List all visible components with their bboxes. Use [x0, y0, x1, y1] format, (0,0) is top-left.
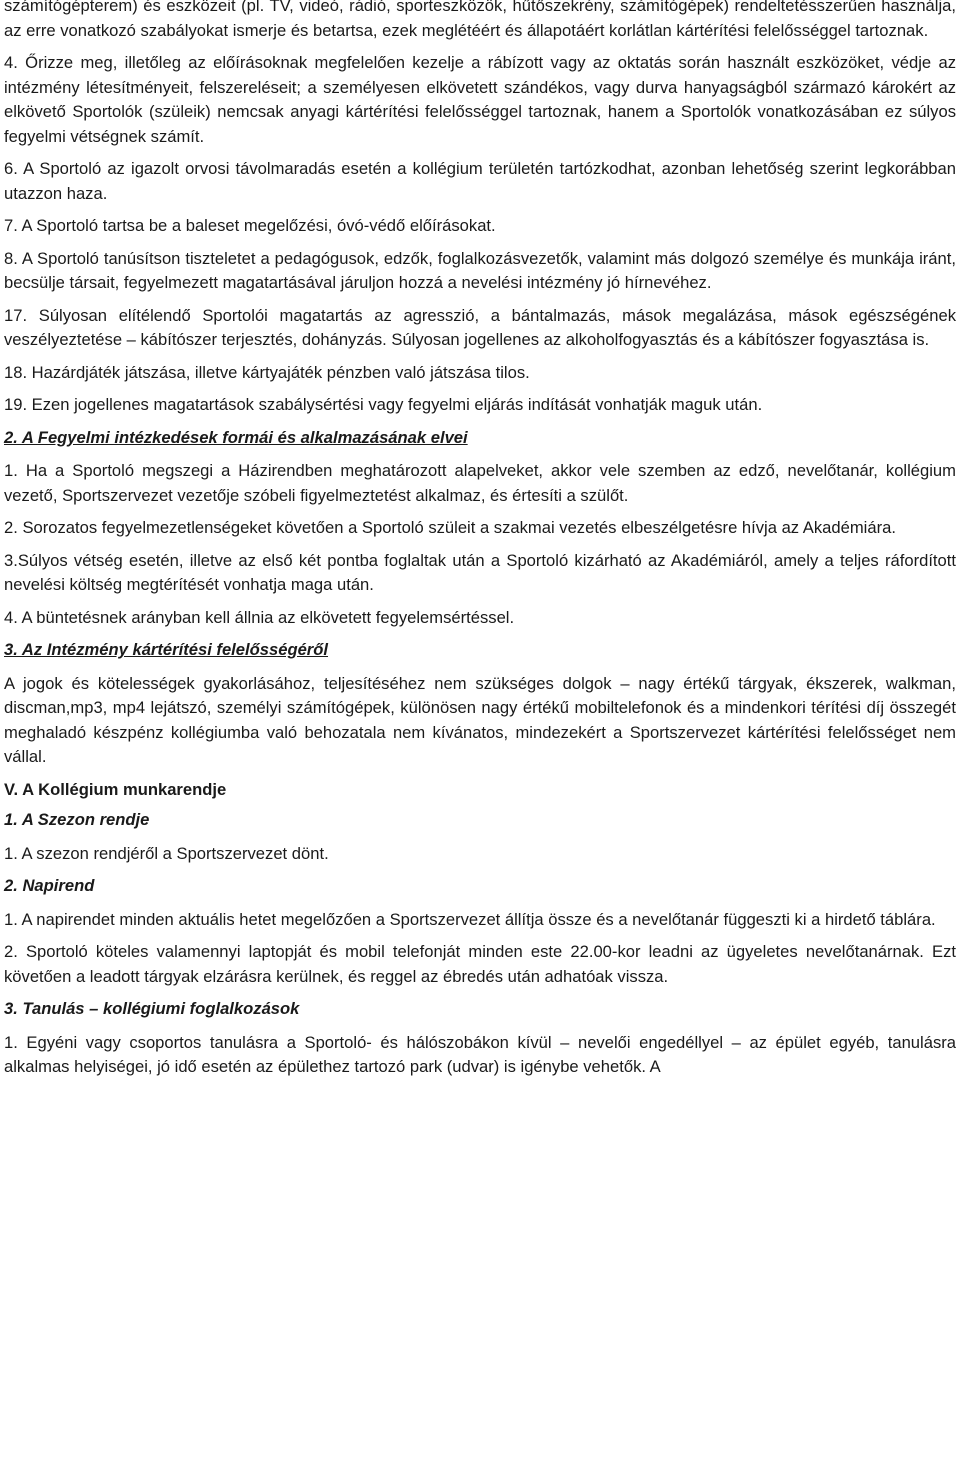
subsection-1-heading: 1. A Szezon rendje: [4, 810, 150, 829]
section-2-heading: 2. A Fegyelmi intézkedések formái és alkalmazásának elvei: [4, 427, 468, 447]
section-3-heading: 3. Az Intézmény kártérítési felelősségéről: [4, 640, 329, 659]
rule-item-18: 18. Hazárdjáték játszása, illetve kártyajáték pénzben való játszása tilos.: [4, 362, 530, 382]
subsection-1-text: 1. A szezon rendjéről a Sportszervezet dönt.: [4, 843, 329, 863]
subsection-3-text: 1. Egyéni vagy csoportos tanulásra a Sportoló- és hálószobákon kívül – nevelői engedéllyel – az épület egyéb, tanulásra alkalmas helyiségei, jó idő esetén az épülethez tartozó park (udvar) is igénybe vehetők. A: [4, 1032, 956, 1076]
subsection-3-heading: 3. Tanulás – kollégiumi foglalkozások: [4, 999, 300, 1018]
rule-item-17: 17. Súlyosan elítélendő Sportolói magatartás az agresszió, a bántalmazás, mások megalázása, mások egészségének veszélyeztetése – kábítószer terjesztés, dohányzás. Súlyosan jogellenes az alkoholfogyasztás és a kábítószer fogyasztása is.: [4, 305, 956, 349]
section-3-text: A jogok és kötelességek gyakorlásához, teljesítéséhez nem szükséges dolgok – nagy értékű tárgyak, ékszerek, walkman, discman,mp3, mp4 lejátszó, személyi számítógépek, különösen nagy értékű mobiltelefonok és a mindenkori térítési díj összegét meghaladó készpénz kollégiumba való behozatala nem kívánatos, mindezekért a Sportszervezet kártérítési felelősséget nem vállal.: [4, 673, 956, 766]
section-2-item-2: 2. Sorozatos fegyelmezetlenségeket követően a Sportoló szüleit a szakmai vezetés elbeszélgetésre hívja az Akadémiára.: [4, 518, 896, 537]
rule-item-19: 19. Ezen jogellenes magatartások szabálysértési vagy fegyelmi eljárás indítását vonhatják maguk után.: [4, 395, 763, 414]
section-2-item-1: 1. Ha a Sportoló megszegi a Házirendben meghatározott alapelveket, akkor vele szemben az edző, nevelőtanár, kollégium vezető, Sportszervezet vezetője szóbeli figyelmeztetést alkalmaz, és értesíti a szülőt.: [4, 461, 956, 505]
rule-item-7: 7. A Sportoló tartsa be a baleset megelőzési, óvó-védő előírásokat.: [4, 216, 496, 235]
section-2-item-3: 3.Súlyos vétség esetén, illetve az első két pontba foglaltak után a Sportoló kizárható az Akadémiáról, amely a teljes ráfordított nevelési költség megtérítését vonhatja maga után.: [4, 550, 956, 594]
subsection-2-heading: 2. Napirend: [4, 876, 95, 895]
rule-item-8: 8. A Sportoló tanúsítson tiszteletet a pedagógusok, edzők, foglalkozásvezetők, valamint más dolgozó személye és munkája iránt, becsülje társait, fegyelmezett magatartásával járuljon hozzá a nevelési intézmény jó hírnevéhez.: [4, 248, 956, 292]
section-2-item-4: 4. A büntetésnek arányban kell állnia az elkövetett fegyelemsértéssel.: [4, 607, 515, 627]
paragraph-continuation: számítógépterem) és eszközeit (pl. TV, videó, rádió, sporteszközök, hűtőszekrény, számítógépek) rendeltetésszerűen használja, az erre vonatkozó szabályokat ismerje és betartsa, ezek meglétéért és állapotáért korlátlan kártérítési felelősséggel tartoznak.: [4, 0, 956, 40]
subsection-2-item-1: 1. A napirendet minden aktuális hetet megelőzően a Sportszervezet állítja össze és a nevelőtanár függeszti ki a hirdető táblára.: [4, 909, 936, 929]
subsection-2-item-2: 2. Sportoló köteles valamennyi laptopját és mobil telefonját minden este 22.00-kor leadni az ügyeletes nevelőtanárnak. Ezt követően a leadott tárgyak elzárásra kerülnek, és reggel az ébredés után adhatóak vissza.: [4, 942, 956, 986]
rule-item-6: 6. A Sportoló az igazolt orvosi távolmaradás esetén a kollégium területén tartózkodhat, azonban lehetőség szerint legkorábban utazzon haza.: [4, 159, 956, 203]
rule-item-4: 4. Őrizze meg, illetőleg az előírásoknak megfelelően kezelje a rábízott vagy az oktatás során használt eszközöket, védje az intézmény létesítményeit, felszereléseit; a személyesen elkövetett szándékos, vagy durva hanyagságból származó károkért az elkövető Sportolók (szüleik) nemcsak anyagi kártérítési felelősséggel tartoznak, hanem a Sportolók vonatkozásában ez súlyos fegyelmi vétségnek számít.: [4, 53, 956, 146]
chapter-v-heading: V. A Kollégium munkarendje: [4, 779, 227, 799]
